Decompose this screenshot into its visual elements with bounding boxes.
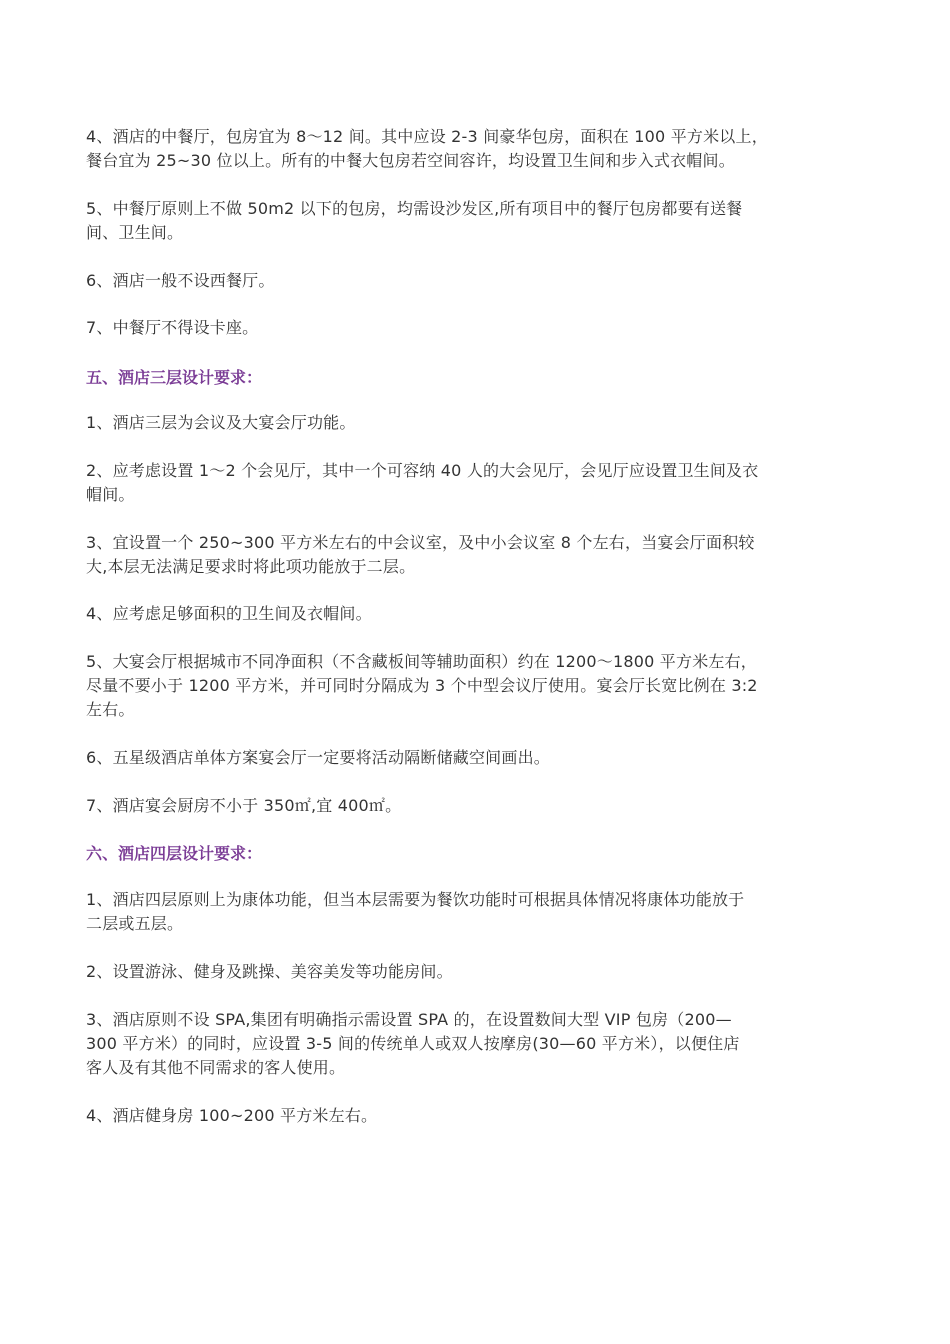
paragraph-2-meeting-halls: 2、应考虑设置 1～2 个会见厅，其中一个可容纳 40 人的大会见厅，会见厅应设置卫生间及衣 帽间。 (86, 461, 759, 504)
section-heading-fourth-floor: 六、酒店四层设计要求： (86, 844, 263, 863)
paragraph-6-western-restaurant: 6、酒店一般不设西餐厅。 (86, 271, 275, 290)
paragraph-4-chinese-restaurant: 4、酒店的中餐厅，包房宜为 8～12 间。其中应设 2-3 间豪华包房，面积在 100 平方米以上， 餐台宜为 25~30 位以上。所有的中餐大包房若空间容许，均设置卫生间和步入式衣帽间。 (86, 127, 768, 170)
paragraph-1-fourth-floor-function: 1、酒店四层原则上为康体功能，但当本层需要为餐饮功能时可根据具体情况将康体功能放于 二层或五层。 (86, 890, 745, 933)
paragraph-5-banquet-hall: 5、大宴会厅根据城市不同净面积（不含藏板间等辅助面积）约在 1200～1800 平方米左右， 尽量不要小于 1200 平方米，并可同时分隔成为 3 个中型会议厅使用。宴会厅长宽比例在 3:2 左右。 (86, 652, 758, 719)
paragraph-1-third-floor-function: 1、酒店三层为会议及大宴会厅功能。 (86, 413, 356, 432)
paragraph-6-partition-storage: 6、五星级酒店单体方案宴会厅一定要将活动隔断储藏空间画出。 (86, 748, 550, 767)
section-heading-third-floor: 五、酒店三层设计要求： (86, 368, 263, 387)
paragraph-5-private-rooms: 5、中餐厅原则上不做 50m2 以下的包房，均需设沙发区,所有项目中的餐厅包房都要有送餐 间、卫生间。 (86, 199, 743, 242)
paragraph-4-gym: 4、酒店健身房 100~200 平方米左右。 (86, 1106, 378, 1125)
paragraph-3-spa: 3、酒店原则不设 SPA,集团有明确指示需设置 SPA 的，在设置数间大型 VIP 包房（200— 300 平方米）的同时，应设置 3-5 间的传统单人或双人按摩房(30—60 平方米），以便住店 客人及有其他不同需求的客人使用。 (86, 1010, 740, 1077)
paragraph-7-booth-seating: 7、中餐厅不得设卡座。 (86, 318, 259, 337)
paragraph-7-banquet-kitchen: 7、酒店宴会厨房不小于 350㎡,宜 400㎡。 (86, 796, 402, 815)
paragraph-3-meeting-rooms: 3、宜设置一个 250~300 平方米左右的中会议室，及中小会议室 8 个左右，当宴会厅面积较 大,本层无法满足要求时将此项功能放于二层。 (86, 533, 755, 576)
paragraph-4-restrooms: 4、应考虑足够面积的卫生间及衣帽间。 (86, 604, 372, 623)
paragraph-2-recreation-rooms: 2、设置游泳、健身及跳操、美容美发等功能房间。 (86, 962, 453, 981)
